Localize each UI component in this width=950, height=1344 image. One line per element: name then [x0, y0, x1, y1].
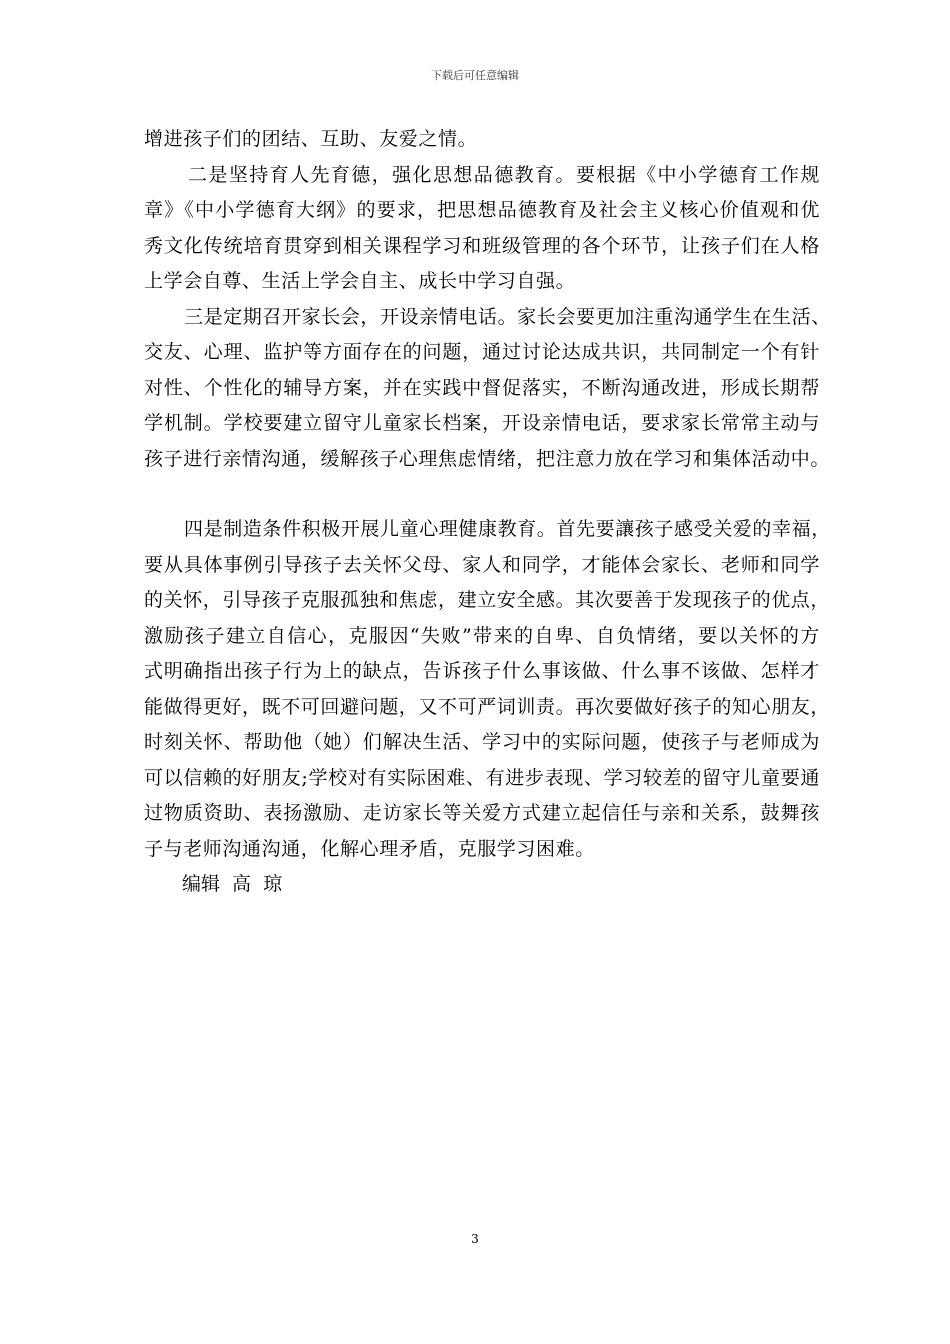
text-line: 可以信赖的好朋友;学校对有实际困难、有进步表现、学习较差的留守儿童要通 — [144, 766, 820, 789]
text-line: 秀文化传统培育贯穿到相关课程学习和班级管理的各个环节，让孩子们在人格 — [144, 234, 820, 257]
text-line: 式明确指出孩子行为上的缺点，告诉孩子什么事该做、什么事不该做、怎样才 — [144, 660, 820, 682]
text-line: 子与老师沟通沟通，化解心理矛盾，克服学习困难。 — [144, 837, 595, 860]
text-line: 二是坚持育人先育德，强化思想品德教育。要根据《中小学德育工作规 — [188, 163, 820, 186]
text-line: 交友、心理、监护等方面存在的问题，通过讨论达成共识，共同制定一个有针 — [144, 341, 820, 363]
text-line: 的关怀，引导孩子克服孤独和焦虑，建立安全感。其次要善于发现孩子的优点， — [144, 589, 831, 611]
text-line: 上学会自尊、生活上学会自主、成长中学习自强。 — [144, 270, 576, 292]
text-line: 能做得更好，既不可回避问题，又不可严词训责。再次要做好孩子的知心朋友， — [144, 695, 831, 718]
text-line: 四是制造条件积极开展儿童心理健康教育。首先要讓孩子感受关爱的幸福， — [184, 518, 831, 540]
page-header: 下载后可任意编辑 — [431, 69, 519, 82]
paragraph-2 — [144, 158, 820, 300]
text-line: 学机制。学校要建立留守儿童家长档案，开设亲情电话，要求家长常常主动与 — [144, 412, 820, 434]
paragraph-4 — [144, 512, 831, 867]
text-line: 章》《中小学德育大纲》的要求，把思想品德教育及社会主义核心价值观和优 — [144, 199, 820, 221]
text-line: 时刻关怀、帮助他（她）们解决生活、学习中的实际问题，使孩子与老师成为 — [144, 731, 820, 753]
paragraph-1 — [144, 122, 820, 158]
text-line: 增进孩子们的团结、互助、友爱之情。 — [144, 128, 478, 150]
text-line: 对性、个性化的辅导方案，并在实践中督促落实，不断沟通改进，形成长期帮 — [144, 376, 820, 399]
page-number: 3 — [471, 1232, 479, 1246]
paragraph-spacer — [144, 477, 820, 512]
text-line: 要从具体事例引导孩子去关怀父母、家人和同学，才能体会家长、老师和同学 — [144, 553, 820, 576]
text-line: 过物质资助、表扬激励、走访家长等关爱方式建立起信任与亲和关系，鼓舞孩 — [144, 802, 820, 824]
text-line: 孩子进行亲情沟通，缓解孩子心理焦虑情绪，把注意力放在学习和集体活动中。 — [144, 447, 831, 470]
paragraph-3 — [144, 300, 831, 478]
editor-signature: 编辑 高 琼 — [182, 873, 283, 895]
document-body — [144, 122, 831, 903]
text-line: 三是定期召开家长会，开设亲情电话。家长会要更加注重沟通学生在生活、 — [184, 305, 831, 328]
text-line: 激励孩子建立自信心，克服因“失败”带来的自卑、自负情绪，要以关怀的方 — [144, 624, 820, 647]
